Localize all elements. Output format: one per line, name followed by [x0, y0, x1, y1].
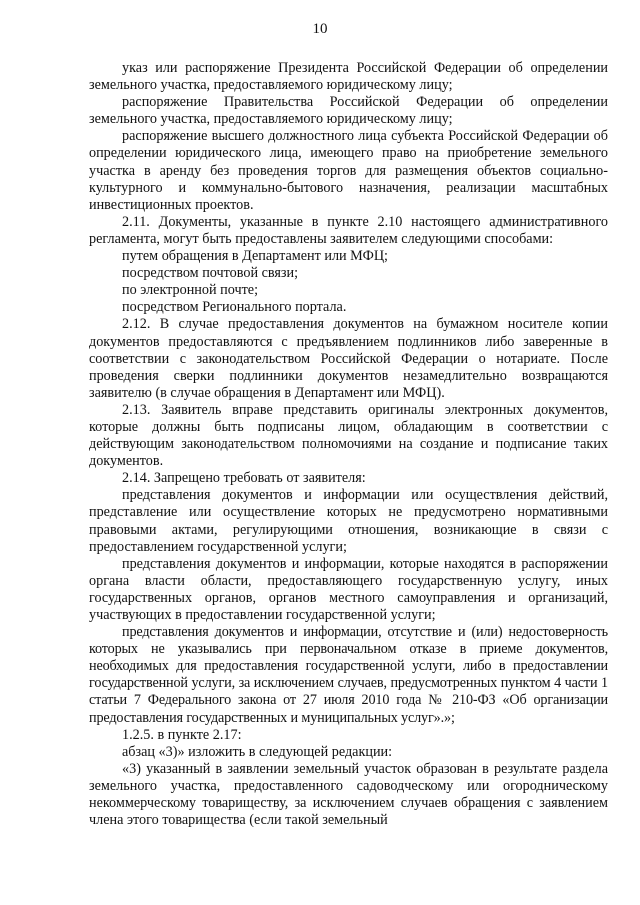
paragraph: «3) указанный в заявлении земельный участок образован в результате раздела земельного участка, предоставленного садоводческому или огородническому некоммерческому товариществу, за исключением случаев обращения с заявлением члена этого товарищества (если такой земельный [89, 760, 608, 829]
paragraph: посредством почтовой связи; [122, 265, 299, 282]
paragraph: распоряжение высшего должностного лица субъекта Российской Федерации об определении юридического лица, имеющего право на приобретение земельного участка в аренду без проведения торгов для размещения объектов социально-культурного и коммунально-бытового назначения, реализации масштабных инвестиционных проектов. [89, 128, 608, 213]
paragraph: 2.11. Документы, указанные в пункте 2.10 настоящего административного регламента, могут быть предоставлены заявителем следующими способами: [89, 213, 608, 247]
paragraph: 1.2.5. в пункте 2.17: [122, 726, 242, 743]
paragraph: 2.13. Заявитель вправе представить оригиналы электронных документов, которые должны быть подписаны лицом, обладающим в соответствии с действующим законодательством полномочиями на создание и подписание таких документов. [89, 401, 608, 470]
document-body [89, 60, 608, 829]
page-number: 10 [312, 21, 328, 37]
paragraph: абзац «3)» изложить в следующей редакции: [122, 743, 393, 760]
paragraph: по электронной почте; [122, 282, 259, 299]
paragraph: представления документов и информации, отсутствие и (или) недостоверность которых не указывались при первоначальном отказе в приеме документов, необходимых для предоставления государственной услуги, либо в предоставлении государственной услуги, за исключением случаев, предусмотренных пунктом 4 части 1 статьи 7 Федерального закона от 27 июля 2010 года № 210-ФЗ «Об организации предоставления государственных и муниципальных услуг».»; [89, 624, 608, 726]
paragraph: распоряжение Правительства Российской Федерации об определении земельного участка, предоставляемого юридическому лицу; [89, 94, 608, 128]
paragraph: представления документов и информации или осуществления действий, представление или осуществление которых не предусмотрено нормативными правовыми актами, регулирующими отношения, возникающие в связи с предоставлением государственной услуги; [89, 487, 608, 555]
paragraph: 2.14. Запрещено требовать от заявителя: [122, 470, 366, 487]
paragraph: путем обращения в Департамент или МФЦ; [122, 248, 389, 265]
paragraph: 2.12. В случае предоставления документов на бумажном носителе копии документов предоставляются с предъявлением подлинников либо заверенные в соответствии с законодательством Российской Федерации о нотариате. После проведения сверки подлинники документов незамедлительно возвращаются заявителю (в случае обращения в Департамент или МФЦ). [89, 316, 608, 401]
paragraph: представления документов и информации, которые находятся в распоряжении органа власти области, предоставляющего государственную услугу, иных государственных органов, органов местного самоуправления и организаций, участвующих в предоставлении государственной услуги; [89, 555, 608, 623]
paragraph: посредством Регионального портала. [122, 299, 347, 316]
paragraph: указ или распоряжение Президента Российской Федерации об определении земельного участка, предоставляемого юридическому лицу; [89, 60, 608, 94]
